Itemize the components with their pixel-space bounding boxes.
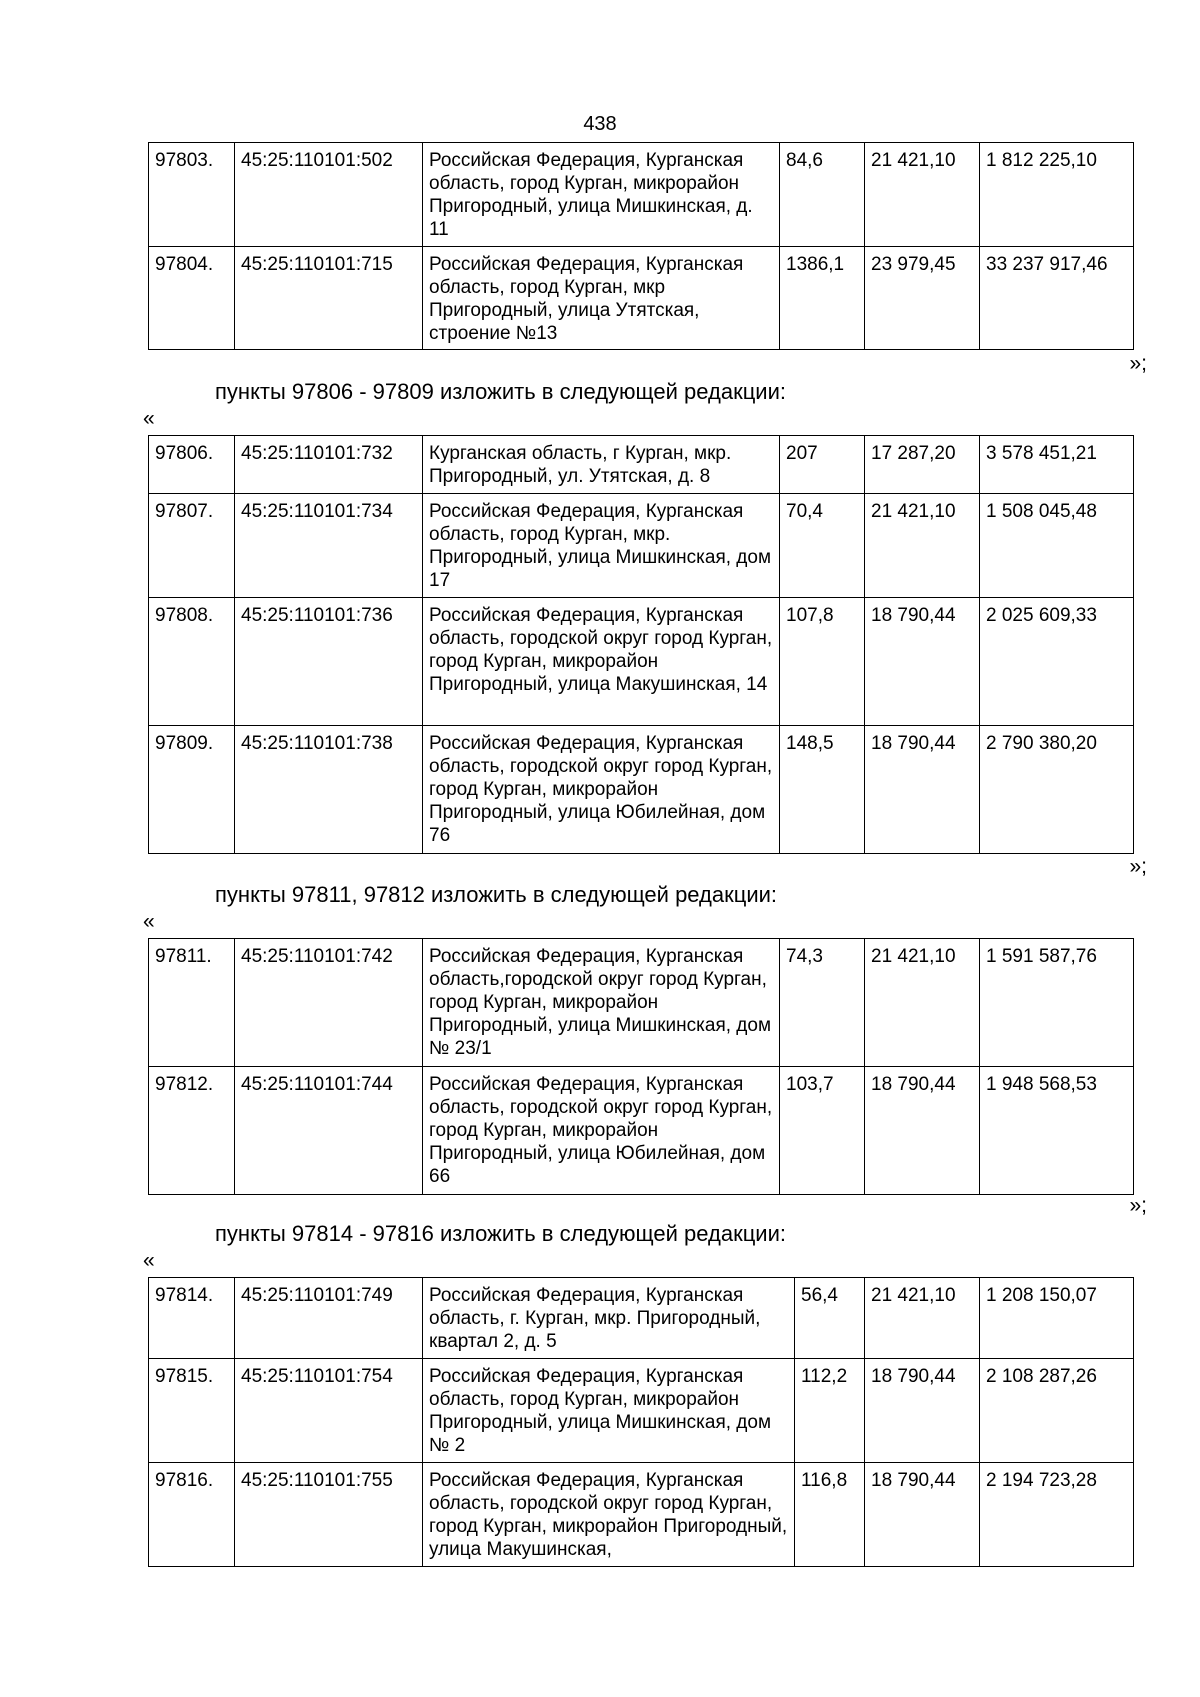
item-number: 97803. (149, 143, 235, 247)
cadastral-number: 45:25:110101:742 (235, 939, 423, 1067)
address: Российская Федерация, Курганская область, город Курган, мкр. Пригородный, улица Мишкинская, дом 17 (423, 494, 780, 598)
address: Российская Федерация, Курганская область, г. Курган, мкр. Пригородный, квартал 2, д. 5 (423, 1278, 795, 1359)
area: 103,7 (780, 1067, 865, 1195)
cadastral-number: 45:25:110101:738 (235, 726, 423, 854)
specific-value: 18 790,44 (865, 1359, 980, 1463)
specific-value: 18 790,44 (865, 726, 980, 854)
address: Российская Федерация, Курганская область, город Курган, микрорайон Пригородный, улица Мишкинская, д. 11 (423, 143, 780, 247)
address: Российская Федерация, Курганская область, городской округ город Курган, город Курган, микрорайон Пригородный, улица Макушинская, 14 (423, 598, 780, 726)
specific-value: 18 790,44 (865, 1463, 980, 1567)
cadastral-number: 45:25:110101:736 (235, 598, 423, 726)
address: Российская Федерация, Курганская область, город Курган, мкр Пригородный, улица Утятская, строение №13 (423, 247, 780, 350)
cadastral-number: 45:25:110101:754 (235, 1359, 423, 1463)
table-row (149, 1359, 1134, 1463)
item-number: 97806. (149, 436, 235, 494)
area: 116,8 (795, 1463, 865, 1567)
table-row (149, 247, 1134, 350)
item-number: 97811. (149, 939, 235, 1067)
cadastral-value: 1 948 568,53 (980, 1067, 1134, 1195)
cadastral-value: 33 237 917,46 (980, 247, 1134, 350)
address: Российская Федерация, Курганская область, городской округ город Курган, город Курган, микрорайон Пригородный, улица Макушинская, (423, 1463, 795, 1567)
table-row (149, 1278, 1134, 1359)
cadastral-number: 45:25:110101:732 (235, 436, 423, 494)
close-quote: »; (1129, 352, 1147, 375)
property-table-2 (148, 435, 1134, 854)
area: 74,3 (780, 939, 865, 1067)
specific-value: 21 421,10 (865, 939, 980, 1067)
open-quote: « (143, 407, 155, 430)
area: 56,4 (795, 1278, 865, 1359)
table-row (149, 1067, 1134, 1195)
cadastral-value: 2 194 723,28 (980, 1463, 1134, 1567)
cadastral-value: 2 790 380,20 (980, 726, 1134, 854)
address: Российская Федерация, Курганская область,городской округ город Курган, город Курган, микрорайон Пригородный, улица Мишкинская, дом № 23/1 (423, 939, 780, 1067)
address: Курганская область, г Курган, мкр. Пригородный, ул. Утятская, д. 8 (423, 436, 780, 494)
area: 84,6 (780, 143, 865, 247)
item-number: 97808. (149, 598, 235, 726)
table-row (149, 939, 1134, 1067)
item-number: 97812. (149, 1067, 235, 1195)
item-number: 97804. (149, 247, 235, 350)
table-row (149, 726, 1134, 854)
cadastral-number: 45:25:110101:734 (235, 494, 423, 598)
table-row (149, 143, 1134, 247)
address: Российская Федерация, Курганская область, город Курган, микрорайон Пригородный, улица Мишкинская, дом № 2 (423, 1359, 795, 1463)
cadastral-number: 45:25:110101:502 (235, 143, 423, 247)
table-row (149, 494, 1134, 598)
specific-value: 21 421,10 (865, 1278, 980, 1359)
property-table-4 (148, 1277, 1134, 1567)
table-row (149, 1463, 1134, 1567)
cadastral-number: 45:25:110101:749 (235, 1278, 423, 1359)
area: 70,4 (780, 494, 865, 598)
cadastral-number: 45:25:110101:744 (235, 1067, 423, 1195)
amendment-instruction: пункты 97811, 97812 изложить в следующей редакции: (215, 882, 778, 907)
specific-value: 18 790,44 (865, 598, 980, 726)
cadastral-value: 2 025 609,33 (980, 598, 1134, 726)
property-table-3 (148, 938, 1134, 1195)
cadastral-value: 1 208 150,07 (980, 1278, 1134, 1359)
specific-value: 18 790,44 (865, 1067, 980, 1195)
item-number: 97809. (149, 726, 235, 854)
close-quote: »; (1129, 1194, 1147, 1217)
amendment-instruction: пункты 97814 - 97816 изложить в следующей редакции: (215, 1221, 787, 1246)
cadastral-number: 45:25:110101:755 (235, 1463, 423, 1567)
cadastral-value: 1 812 225,10 (980, 143, 1134, 247)
area: 1386,1 (780, 247, 865, 350)
page-number: 438 (583, 113, 617, 135)
cadastral-value: 1 508 045,48 (980, 494, 1134, 598)
item-number: 97816. (149, 1463, 235, 1567)
open-quote: « (143, 910, 155, 933)
cadastral-value: 1 591 587,76 (980, 939, 1134, 1067)
table-row (149, 436, 1134, 494)
specific-value: 21 421,10 (865, 143, 980, 247)
amendment-instruction: пункты 97806 - 97809 изложить в следующей редакции: (215, 379, 787, 404)
specific-value: 23 979,45 (865, 247, 980, 350)
specific-value: 17 287,20 (865, 436, 980, 494)
cadastral-value: 2 108 287,26 (980, 1359, 1134, 1463)
cadastral-value: 3 578 451,21 (980, 436, 1134, 494)
address: Российская Федерация, Курганская область, городской округ город Курган, город Курган, микрорайон Пригородный, улица Юбилейная, дом 66 (423, 1067, 780, 1195)
close-quote: »; (1129, 855, 1147, 878)
area: 107,8 (780, 598, 865, 726)
address: Российская Федерация, Курганская область, городской округ город Курган, город Курган, микрорайон Пригородный, улица Юбилейная, дом 76 (423, 726, 780, 854)
area: 148,5 (780, 726, 865, 854)
property-table-1 (148, 142, 1134, 350)
cadastral-number: 45:25:110101:715 (235, 247, 423, 350)
item-number: 97815. (149, 1359, 235, 1463)
item-number: 97814. (149, 1278, 235, 1359)
area: 112,2 (795, 1359, 865, 1463)
area: 207 (780, 436, 865, 494)
table-row (149, 598, 1134, 726)
specific-value: 21 421,10 (865, 494, 980, 598)
open-quote: « (143, 1249, 155, 1272)
item-number: 97807. (149, 494, 235, 598)
